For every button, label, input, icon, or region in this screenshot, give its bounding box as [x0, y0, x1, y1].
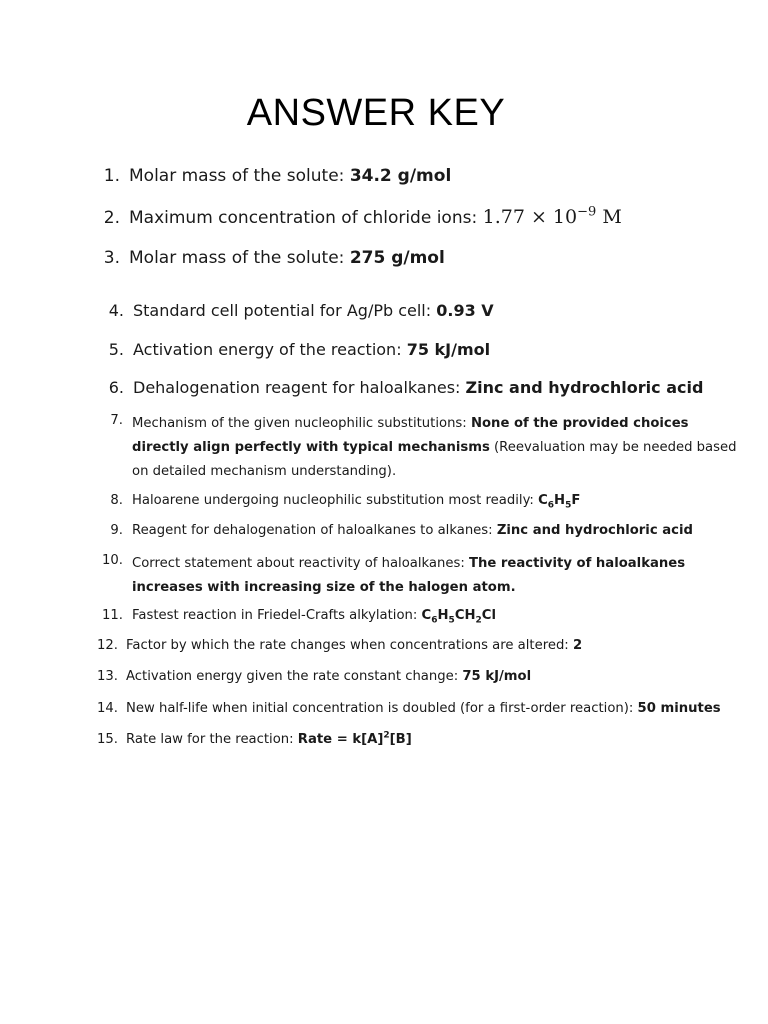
item-number: 5. — [108, 340, 124, 359]
answer-item-12 — [96, 637, 582, 655]
answer-item-3 — [98, 247, 445, 271]
item-question: Factor by which the rate changes when concentrations are altered: — [126, 638, 569, 653]
item-number: 1. — [103, 166, 120, 186]
item-question: Dehalogenation reagent for haloalkanes: — [133, 378, 461, 397]
answer-item-2 — [98, 204, 622, 231]
answer-item-4 — [100, 300, 494, 322]
item-question: Maximum concentration of chloride ions: — [129, 208, 478, 228]
item-answer: None of the provided choices directly align perfectly with typical mechanisms — [132, 416, 689, 455]
item-answer: 34.2 g/mol — [349, 166, 452, 186]
item-number: 2. — [103, 208, 120, 228]
item-question: Activation energy given the rate constant change: — [126, 669, 459, 684]
answer-item-13 — [96, 668, 531, 686]
item-answer: Rate = $k[A]^2[B]$ — [297, 730, 412, 747]
answer-item-6 — [100, 377, 703, 399]
item-number: 15. — [97, 732, 118, 747]
item-question: Rate law for the reaction: — [126, 732, 294, 747]
item-question: Fastest reaction in Friedel-Crafts alkylation: — [132, 608, 418, 623]
answer-item-14 — [96, 700, 721, 718]
answer-item-5 — [100, 339, 490, 361]
item-answer: 2 — [572, 638, 583, 653]
item-number: 14. — [97, 701, 118, 716]
answer-item-15 — [96, 731, 412, 749]
item-number: 10. — [102, 553, 123, 568]
item-number: 12. — [97, 638, 118, 653]
item-answer: $C_6H_5F$ — [538, 493, 581, 511]
item-number: 4. — [108, 301, 124, 320]
item-answer: 0.93 V — [436, 301, 494, 320]
item-answer: $1.77 \times 10^{-9}$ M — [482, 204, 622, 228]
answer-item-8 — [99, 492, 580, 510]
item-answer: $C_6H_5CH_2Cl$ — [421, 608, 496, 626]
answer-item-1 — [98, 165, 451, 189]
item-note: (Reevaluation may be needed based on detailed mechanism understanding). — [132, 440, 737, 479]
page-title: ANSWER KEY — [246, 92, 506, 134]
item-question: Haloarene undergoing nucleophilic substitution most readily: — [132, 493, 534, 508]
item-number: 8. — [110, 493, 123, 508]
answer-item-7 — [99, 412, 744, 484]
item-question: Molar mass of the solute: — [129, 248, 345, 268]
item-answer: Zinc and hydrochloric acid — [465, 378, 704, 397]
item-question: Correct statement about reactivity of haloalkanes: — [132, 556, 465, 571]
item-question: Mechanism of the given nucleophilic substitutions: — [132, 416, 467, 431]
item-answer: Zinc and hydrochloric acid — [496, 523, 693, 538]
answer-item-9 — [99, 522, 693, 540]
item-answer: 275 g/mol — [349, 248, 445, 268]
item-number: 7. — [110, 413, 123, 428]
item-number: 11. — [102, 608, 123, 623]
item-answer: 50 minutes — [637, 701, 721, 716]
answer-item-11 — [99, 607, 496, 625]
item-answer: The reactivity of haloalkanes increases with increasing size of the halogen atom. — [132, 556, 686, 595]
item-number: 6. — [108, 378, 124, 397]
item-question: Reagent for dehalogenation of haloalkanes to alkanes: — [132, 523, 493, 538]
item-answer: 75 kJ/mol — [462, 669, 532, 684]
item-question: Standard cell potential for Ag/Pb cell: — [133, 301, 432, 320]
item-question: New half-life when initial concentration is doubled (for a first-order reaction): — [126, 701, 634, 716]
item-number: 9. — [110, 523, 123, 538]
item-question: Activation energy of the reaction: — [133, 340, 402, 359]
answer-item-10 — [99, 552, 744, 600]
item-question: Molar mass of the solute: — [129, 166, 345, 186]
item-answer: 75 kJ/mol — [406, 340, 491, 359]
item-number: 13. — [97, 669, 118, 684]
item-number: 3. — [103, 248, 120, 268]
